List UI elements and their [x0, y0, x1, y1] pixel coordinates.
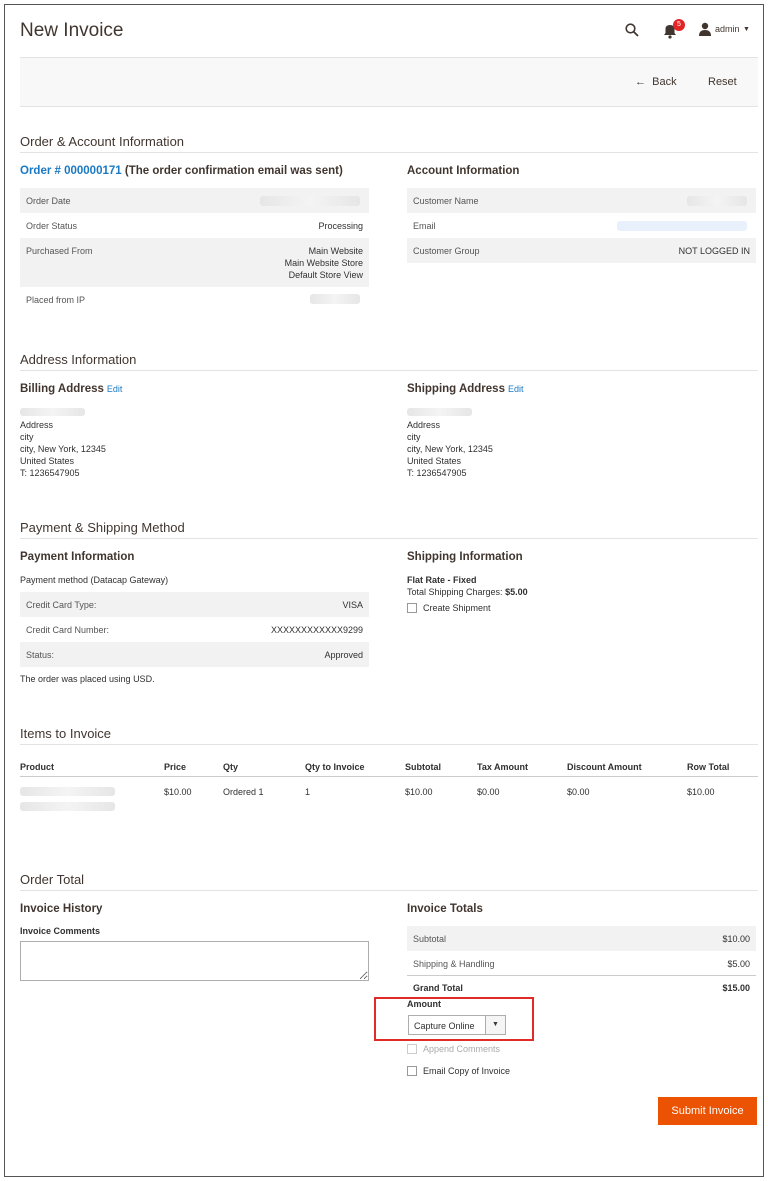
append-comments-label: Append Comments — [423, 1044, 501, 1054]
search-icon[interactable] — [625, 23, 639, 37]
invoice-comments-textarea[interactable] — [20, 941, 369, 981]
column-header: Product — [20, 762, 55, 772]
redacted-product-name — [20, 787, 115, 796]
table-row — [407, 951, 756, 976]
order-status-value: Processing — [318, 221, 363, 231]
invoice-totals-title: Invoice Totals — [407, 903, 483, 915]
divider — [20, 370, 758, 371]
chevron-down-icon[interactable]: ▼ — [743, 26, 750, 33]
section-title-payment-shipping: Payment & Shipping Method — [20, 520, 185, 535]
shipping-method-text: Flat Rate - Fixed — [407, 575, 477, 585]
address-line: city, New York, 12345 — [20, 444, 106, 454]
shipping-charges — [407, 587, 528, 597]
order-email-note: (The order confirmation email was sent) — [124, 165, 343, 177]
account-info-title: Account Information — [407, 165, 520, 177]
column-header: Row Total — [687, 762, 730, 772]
table-row — [20, 287, 369, 312]
divider — [20, 744, 758, 745]
items-table-header — [20, 757, 758, 777]
purchased-from-line: Main Website Store — [284, 258, 363, 268]
row-value: VISA — [342, 600, 363, 610]
grand-total-label: Grand Total — [413, 983, 463, 993]
subtotal-cell: $10.00 — [405, 787, 433, 797]
divider — [20, 538, 758, 539]
table-row — [20, 188, 369, 213]
shipping-address-block — [407, 419, 493, 479]
address-line: Address — [20, 420, 54, 430]
row-value: XXXXXXXXXXXX9299 — [270, 625, 363, 635]
row-label: Email — [413, 221, 436, 231]
email-copy-label[interactable]: Email Copy of Invoice — [423, 1066, 511, 1076]
row-value: $10.00 — [722, 934, 750, 944]
submit-invoice-button[interactable]: Submit Invoice — [658, 1097, 757, 1125]
column-header: Qty to Invoice — [305, 762, 365, 772]
row-label: Status: — [26, 650, 55, 660]
address-line: T: 1236547905 — [20, 468, 80, 478]
table-row — [407, 238, 756, 263]
address-line: United States — [407, 456, 462, 466]
section-title-items: Items to Invoice — [20, 726, 112, 741]
column-header: Discount Amount — [567, 762, 642, 772]
address-line: city — [407, 432, 421, 442]
table-row — [20, 781, 758, 817]
redacted-shipping-name — [407, 408, 472, 416]
billing-address-title — [20, 383, 122, 395]
qty-cell: Ordered 1 — [223, 787, 264, 797]
redacted-product-sku — [20, 802, 115, 811]
back-button[interactable] — [635, 76, 677, 88]
payment-info-title: Payment Information — [20, 551, 135, 563]
grand-total-value: $15.00 — [722, 983, 750, 993]
address-line: Address — [407, 420, 441, 430]
row-label: Subtotal — [413, 934, 447, 944]
row-label: Purchased From — [26, 246, 93, 256]
discount-cell: $0.00 — [567, 787, 590, 797]
header-actions — [615, 19, 755, 43]
row-label: Placed from IP — [26, 295, 86, 305]
arrow-left-icon: ← — [635, 76, 646, 88]
shipping-info-title: Shipping Information — [407, 551, 523, 563]
user-menu-label[interactable]: admin — [715, 24, 740, 34]
create-shipment-label[interactable]: Create Shipment — [423, 603, 491, 613]
divider — [20, 890, 758, 891]
chevron-down-icon[interactable]: ▼ — [485, 1016, 505, 1034]
address-line: United States — [20, 456, 75, 466]
column-header: Qty — [223, 762, 239, 772]
table-row — [407, 926, 756, 951]
redacted-email — [617, 221, 747, 231]
payment-method-text: Payment method (Datacap Gateway) — [20, 575, 169, 585]
shipping-address-title — [407, 383, 524, 395]
redacted-ip — [310, 294, 360, 304]
table-row — [20, 617, 369, 642]
email-copy-checkbox[interactable] — [407, 1066, 417, 1076]
table-row — [407, 213, 756, 238]
row-label: Customer Name — [413, 196, 479, 206]
page-frame — [4, 4, 764, 1177]
price-cell: $10.00 — [164, 787, 192, 797]
row-label: Order Status — [26, 221, 78, 231]
row-total-cell: $10.00 — [687, 787, 715, 797]
amount-label: Amount — [407, 999, 441, 1009]
page-actions-toolbar — [20, 57, 758, 107]
capture-select-value: Capture Online — [414, 1021, 475, 1031]
shipping-charges-value: $5.00 — [505, 587, 528, 597]
billing-edit-link[interactable]: Edit — [106, 384, 123, 394]
redacted-billing-name — [20, 408, 85, 416]
invoice-totals-table — [407, 926, 756, 998]
column-header: Tax Amount — [477, 762, 528, 772]
append-comments-checkbox[interactable] — [407, 1044, 417, 1054]
invoice-history-title: Invoice History — [20, 903, 103, 915]
purchased-from-line: Default Store View — [288, 270, 363, 280]
section-title-address: Address Information — [20, 352, 137, 367]
highlight-box — [374, 997, 534, 1041]
section-title-order-account: Order & Account Information — [20, 134, 185, 149]
notification-badge: 5 — [673, 19, 685, 31]
row-label: Order Date — [26, 196, 71, 206]
column-header: Price — [164, 762, 187, 772]
shipping-edit-link[interactable]: Edit — [507, 384, 524, 394]
redacted-order-date — [260, 196, 360, 206]
billing-address-block — [20, 419, 106, 479]
row-value: $5.00 — [727, 959, 750, 969]
divider — [20, 152, 758, 153]
column-header: Subtotal — [405, 762, 441, 772]
user-icon[interactable] — [698, 22, 712, 36]
row-value: Approved — [324, 650, 363, 660]
currency-note: The order was placed using USD. — [20, 674, 155, 684]
account-info-table — [407, 188, 756, 263]
table-row — [20, 642, 369, 667]
order-number-link[interactable]: Order # 000000171 — [20, 165, 122, 177]
redacted-customer-name — [687, 196, 747, 206]
section-title-order-total: Order Total — [20, 872, 85, 887]
back-button-label: Back — [652, 76, 677, 88]
customer-group-value: NOT LOGGED IN — [678, 246, 750, 256]
shipping-address-label: Shipping Address — [407, 383, 505, 395]
row-label: Customer Group — [413, 246, 480, 256]
table-row — [20, 238, 369, 287]
row-label: Credit Card Type: — [26, 600, 97, 610]
billing-address-label: Billing Address — [20, 383, 104, 395]
table-row — [407, 188, 756, 213]
address-line: T: 1236547905 — [407, 468, 467, 478]
grand-total-row — [407, 976, 756, 998]
invoice-comments-label: Invoice Comments — [20, 926, 101, 936]
table-row — [20, 592, 369, 617]
table-row — [20, 213, 369, 238]
reset-button[interactable]: Reset — [708, 76, 737, 88]
purchased-from-line: Main Website — [308, 246, 363, 256]
payment-info-table — [20, 592, 369, 667]
address-line: city — [20, 432, 34, 442]
address-line: city, New York, 12345 — [407, 444, 493, 454]
order-info-table — [20, 188, 369, 312]
tax-cell: $0.00 — [477, 787, 500, 797]
row-label: Shipping & Handling — [413, 959, 495, 969]
row-label: Credit Card Number: — [26, 625, 110, 635]
qty-to-invoice-cell: 1 — [305, 787, 311, 797]
create-shipment-checkbox[interactable] — [407, 603, 417, 613]
page-title: New Invoice — [20, 20, 124, 41]
order-heading — [20, 165, 343, 177]
shipping-charges-label: Total Shipping Charges: — [407, 587, 503, 597]
